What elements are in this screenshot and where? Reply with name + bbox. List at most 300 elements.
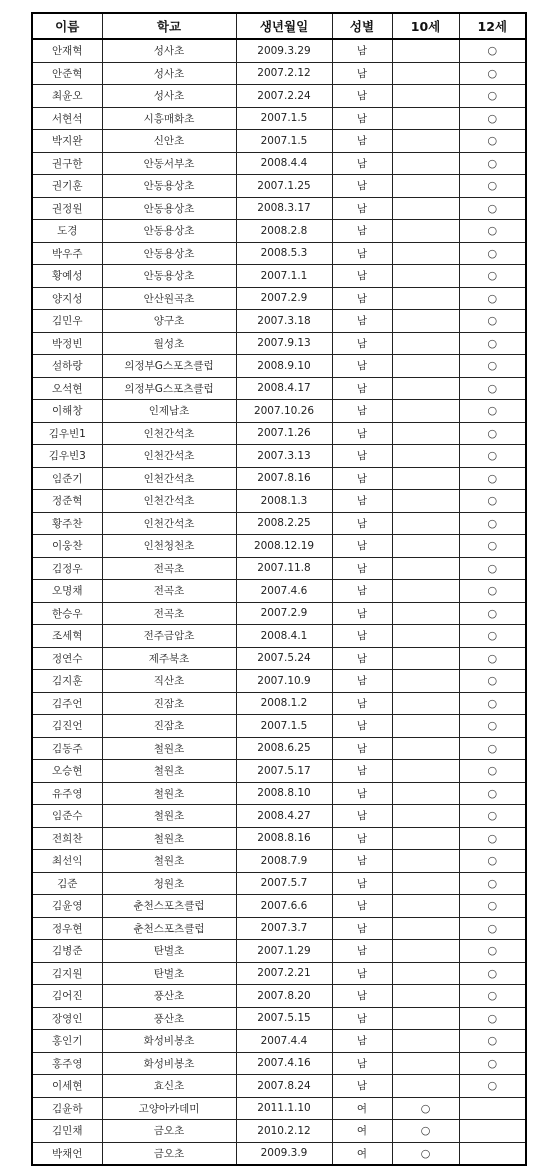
cell-gender: 남 bbox=[332, 1075, 392, 1098]
cell-age-12: ○ bbox=[459, 647, 526, 670]
cell-school: 인천간석초 bbox=[102, 445, 236, 468]
cell-age-10 bbox=[392, 355, 459, 378]
cell-age-12 bbox=[459, 1120, 526, 1143]
cell-age-10 bbox=[392, 512, 459, 535]
cell-gender: 남 bbox=[332, 940, 392, 963]
table-row bbox=[32, 580, 526, 603]
cell-school: 안동용상초 bbox=[102, 175, 236, 198]
cell-name: 안재혁 bbox=[32, 39, 102, 62]
cell-name: 김준 bbox=[32, 872, 102, 895]
cell-age-12: ○ bbox=[459, 175, 526, 198]
cell-school: 인천간석초 bbox=[102, 422, 236, 445]
cell-age-10 bbox=[392, 917, 459, 940]
cell-birthdate: 2007.4.16 bbox=[236, 1052, 332, 1075]
cell-age-10 bbox=[392, 647, 459, 670]
table-row bbox=[32, 962, 526, 985]
cell-birthdate: 2008.2.8 bbox=[236, 220, 332, 243]
cell-school: 안동용상초 bbox=[102, 265, 236, 288]
cell-age-10 bbox=[392, 265, 459, 288]
cell-birthdate: 2008.6.25 bbox=[236, 737, 332, 760]
cell-gender: 남 bbox=[332, 917, 392, 940]
cell-birthdate: 2007.1.26 bbox=[236, 422, 332, 445]
table-row bbox=[32, 535, 526, 558]
cell-name: 정연수 bbox=[32, 647, 102, 670]
table-row bbox=[32, 737, 526, 760]
cell-gender: 남 bbox=[332, 242, 392, 265]
cell-name: 설하랑 bbox=[32, 355, 102, 378]
cell-age-10 bbox=[392, 827, 459, 850]
cell-school: 화성비봉초 bbox=[102, 1030, 236, 1053]
cell-age-12: ○ bbox=[459, 715, 526, 738]
table-row bbox=[32, 917, 526, 940]
table-row bbox=[32, 1142, 526, 1165]
cell-age-12: ○ bbox=[459, 377, 526, 400]
cell-school: 금오초 bbox=[102, 1142, 236, 1165]
cell-age-10 bbox=[392, 580, 459, 603]
cell-age-10 bbox=[392, 220, 459, 243]
cell-school: 월성초 bbox=[102, 332, 236, 355]
cell-name: 김병준 bbox=[32, 940, 102, 963]
cell-gender: 남 bbox=[332, 39, 392, 62]
cell-age-10 bbox=[392, 940, 459, 963]
cell-age-10 bbox=[392, 242, 459, 265]
table-row bbox=[32, 670, 526, 693]
cell-gender: 남 bbox=[332, 197, 392, 220]
cell-age-12: ○ bbox=[459, 85, 526, 108]
cell-birthdate: 2008.5.3 bbox=[236, 242, 332, 265]
cell-age-12: ○ bbox=[459, 332, 526, 355]
cell-birthdate: 2008.8.10 bbox=[236, 782, 332, 805]
cell-school: 진잠초 bbox=[102, 692, 236, 715]
cell-birthdate: 2007.5.7 bbox=[236, 872, 332, 895]
cell-birthdate: 2007.1.29 bbox=[236, 940, 332, 963]
cell-age-12: ○ bbox=[459, 130, 526, 153]
cell-name: 양지성 bbox=[32, 287, 102, 310]
table-row bbox=[32, 467, 526, 490]
cell-gender: 남 bbox=[332, 850, 392, 873]
cell-name: 박우주 bbox=[32, 242, 102, 265]
cell-gender: 남 bbox=[332, 467, 392, 490]
table-row bbox=[32, 1052, 526, 1075]
table-row bbox=[32, 827, 526, 850]
cell-age-10: ○ bbox=[392, 1120, 459, 1143]
cell-age-12: ○ bbox=[459, 287, 526, 310]
table-row bbox=[32, 220, 526, 243]
cell-school: 안동용상초 bbox=[102, 197, 236, 220]
cell-birthdate: 2007.1.5 bbox=[236, 715, 332, 738]
cell-age-10 bbox=[392, 1030, 459, 1053]
cell-name: 전희찬 bbox=[32, 827, 102, 850]
table-row bbox=[32, 625, 526, 648]
cell-age-10 bbox=[392, 872, 459, 895]
cell-gender: 남 bbox=[332, 377, 392, 400]
cell-age-10 bbox=[392, 760, 459, 783]
cell-name: 한승우 bbox=[32, 602, 102, 625]
cell-gender: 남 bbox=[332, 692, 392, 715]
cell-name: 김지훈 bbox=[32, 670, 102, 693]
cell-age-12: ○ bbox=[459, 692, 526, 715]
header-gender: 성별 bbox=[332, 13, 392, 39]
cell-name: 이해창 bbox=[32, 400, 102, 423]
cell-school: 안동서부초 bbox=[102, 152, 236, 175]
cell-school: 탄벌초 bbox=[102, 962, 236, 985]
cell-birthdate: 2008.9.10 bbox=[236, 355, 332, 378]
cell-age-12: ○ bbox=[459, 152, 526, 175]
cell-name: 김어진 bbox=[32, 985, 102, 1008]
cell-gender: 여 bbox=[332, 1097, 392, 1120]
cell-name: 김지원 bbox=[32, 962, 102, 985]
cell-school: 풍산초 bbox=[102, 1007, 236, 1030]
cell-age-12: ○ bbox=[459, 827, 526, 850]
cell-school: 인천간석초 bbox=[102, 512, 236, 535]
cell-age-10 bbox=[392, 715, 459, 738]
cell-gender: 남 bbox=[332, 827, 392, 850]
table-row bbox=[32, 85, 526, 108]
cell-birthdate: 2009.3.9 bbox=[236, 1142, 332, 1165]
cell-birthdate: 2007.11.8 bbox=[236, 557, 332, 580]
cell-age-10 bbox=[392, 332, 459, 355]
cell-age-10 bbox=[392, 85, 459, 108]
cell-school: 안동용상초 bbox=[102, 242, 236, 265]
cell-name: 김우빈3 bbox=[32, 445, 102, 468]
cell-name: 박채언 bbox=[32, 1142, 102, 1165]
table-row bbox=[32, 197, 526, 220]
cell-age-12: ○ bbox=[459, 602, 526, 625]
cell-gender: 남 bbox=[332, 760, 392, 783]
cell-age-10 bbox=[392, 805, 459, 828]
cell-age-10 bbox=[392, 535, 459, 558]
table-row bbox=[32, 1120, 526, 1143]
cell-age-12: ○ bbox=[459, 535, 526, 558]
cell-name: 홍주영 bbox=[32, 1052, 102, 1075]
cell-birthdate: 2007.2.12 bbox=[236, 62, 332, 85]
cell-school: 진잠초 bbox=[102, 715, 236, 738]
roster-table-container bbox=[31, 12, 527, 1166]
cell-age-10: ○ bbox=[392, 1097, 459, 1120]
cell-age-10 bbox=[392, 197, 459, 220]
cell-age-10 bbox=[392, 850, 459, 873]
cell-gender: 남 bbox=[332, 535, 392, 558]
cell-name: 안준혁 bbox=[32, 62, 102, 85]
table-row bbox=[32, 1097, 526, 1120]
cell-age-10 bbox=[392, 467, 459, 490]
cell-name: 이세현 bbox=[32, 1075, 102, 1098]
table-row bbox=[32, 782, 526, 805]
cell-age-12: ○ bbox=[459, 1030, 526, 1053]
cell-gender: 남 bbox=[332, 332, 392, 355]
cell-name: 장영인 bbox=[32, 1007, 102, 1030]
table-row bbox=[32, 39, 526, 62]
table-row bbox=[32, 647, 526, 670]
cell-school: 탄벌초 bbox=[102, 940, 236, 963]
cell-school: 철원초 bbox=[102, 782, 236, 805]
table-row bbox=[32, 422, 526, 445]
cell-age-12: ○ bbox=[459, 422, 526, 445]
cell-name: 권정원 bbox=[32, 197, 102, 220]
cell-school: 풍산초 bbox=[102, 985, 236, 1008]
cell-birthdate: 2008.7.9 bbox=[236, 850, 332, 873]
cell-name: 김동주 bbox=[32, 737, 102, 760]
cell-age-10 bbox=[392, 602, 459, 625]
cell-age-12: ○ bbox=[459, 895, 526, 918]
cell-name: 김민채 bbox=[32, 1120, 102, 1143]
table-row bbox=[32, 1007, 526, 1030]
cell-age-12: ○ bbox=[459, 355, 526, 378]
cell-age-10 bbox=[392, 152, 459, 175]
cell-age-10 bbox=[392, 175, 459, 198]
cell-school: 전곡초 bbox=[102, 557, 236, 580]
cell-birthdate: 2007.2.9 bbox=[236, 287, 332, 310]
cell-age-12: ○ bbox=[459, 962, 526, 985]
cell-age-10 bbox=[392, 895, 459, 918]
cell-school: 시흥매화초 bbox=[102, 107, 236, 130]
header-name: 이름 bbox=[32, 13, 102, 39]
cell-age-10 bbox=[392, 39, 459, 62]
cell-birthdate: 2007.9.13 bbox=[236, 332, 332, 355]
table-row bbox=[32, 445, 526, 468]
cell-gender: 여 bbox=[332, 1120, 392, 1143]
cell-name: 황예성 bbox=[32, 265, 102, 288]
cell-gender: 남 bbox=[332, 130, 392, 153]
cell-gender: 남 bbox=[332, 737, 392, 760]
cell-gender: 남 bbox=[332, 422, 392, 445]
cell-school: 직산초 bbox=[102, 670, 236, 693]
cell-birthdate: 2007.3.7 bbox=[236, 917, 332, 940]
table-body bbox=[32, 39, 526, 1165]
cell-name: 도경 bbox=[32, 220, 102, 243]
cell-age-12: ○ bbox=[459, 737, 526, 760]
cell-school: 안동용상초 bbox=[102, 220, 236, 243]
cell-school: 성사초 bbox=[102, 85, 236, 108]
cell-age-10 bbox=[392, 557, 459, 580]
cell-name: 권기훈 bbox=[32, 175, 102, 198]
cell-birthdate: 2008.4.1 bbox=[236, 625, 332, 648]
cell-birthdate: 2007.6.6 bbox=[236, 895, 332, 918]
cell-school: 철원초 bbox=[102, 737, 236, 760]
cell-gender: 남 bbox=[332, 220, 392, 243]
cell-gender: 남 bbox=[332, 715, 392, 738]
cell-birthdate: 2007.8.24 bbox=[236, 1075, 332, 1098]
cell-age-12: ○ bbox=[459, 39, 526, 62]
cell-school: 안산원곡초 bbox=[102, 287, 236, 310]
cell-name: 권구한 bbox=[32, 152, 102, 175]
cell-name: 오승현 bbox=[32, 760, 102, 783]
cell-gender: 남 bbox=[332, 670, 392, 693]
cell-school: 제주북초 bbox=[102, 647, 236, 670]
cell-school: 효신초 bbox=[102, 1075, 236, 1098]
table-header-row bbox=[32, 13, 526, 39]
cell-age-12: ○ bbox=[459, 940, 526, 963]
table-row bbox=[32, 355, 526, 378]
cell-age-12: ○ bbox=[459, 557, 526, 580]
cell-school: 인천청천초 bbox=[102, 535, 236, 558]
cell-school: 전곡초 bbox=[102, 580, 236, 603]
roster-table bbox=[31, 12, 527, 1166]
cell-gender: 남 bbox=[332, 400, 392, 423]
table-row bbox=[32, 62, 526, 85]
cell-birthdate: 2007.5.24 bbox=[236, 647, 332, 670]
cell-age-12: ○ bbox=[459, 760, 526, 783]
cell-school: 고양아카데미 bbox=[102, 1097, 236, 1120]
table-row bbox=[32, 1030, 526, 1053]
table-row bbox=[32, 310, 526, 333]
cell-name: 김주언 bbox=[32, 692, 102, 715]
cell-school: 철원초 bbox=[102, 760, 236, 783]
cell-gender: 남 bbox=[332, 962, 392, 985]
cell-name: 김윤하 bbox=[32, 1097, 102, 1120]
table-row bbox=[32, 152, 526, 175]
cell-age-12: ○ bbox=[459, 265, 526, 288]
cell-school: 춘천스포츠클럽 bbox=[102, 917, 236, 940]
cell-gender: 남 bbox=[332, 557, 392, 580]
cell-age-12: ○ bbox=[459, 625, 526, 648]
cell-birthdate: 2007.1.5 bbox=[236, 107, 332, 130]
cell-age-10 bbox=[392, 107, 459, 130]
cell-birthdate: 2008.2.25 bbox=[236, 512, 332, 535]
table-row bbox=[32, 872, 526, 895]
cell-age-12: ○ bbox=[459, 467, 526, 490]
cell-birthdate: 2007.2.21 bbox=[236, 962, 332, 985]
cell-gender: 남 bbox=[332, 310, 392, 333]
table-row bbox=[32, 692, 526, 715]
table-row bbox=[32, 715, 526, 738]
cell-school: 성사초 bbox=[102, 62, 236, 85]
cell-name: 김우빈1 bbox=[32, 422, 102, 445]
cell-age-10 bbox=[392, 737, 459, 760]
table-row bbox=[32, 512, 526, 535]
cell-gender: 남 bbox=[332, 580, 392, 603]
cell-name: 임준기 bbox=[32, 467, 102, 490]
table-row bbox=[32, 107, 526, 130]
table-row bbox=[32, 265, 526, 288]
table-row bbox=[32, 287, 526, 310]
cell-age-12: ○ bbox=[459, 220, 526, 243]
cell-age-12: ○ bbox=[459, 1075, 526, 1098]
table-row bbox=[32, 557, 526, 580]
cell-gender: 남 bbox=[332, 490, 392, 513]
cell-age-10 bbox=[392, 490, 459, 513]
cell-school: 전곡초 bbox=[102, 602, 236, 625]
cell-age-12: ○ bbox=[459, 310, 526, 333]
cell-age-10 bbox=[392, 422, 459, 445]
table-row bbox=[32, 602, 526, 625]
cell-birthdate: 2007.10.26 bbox=[236, 400, 332, 423]
cell-birthdate: 2008.12.19 bbox=[236, 535, 332, 558]
cell-name: 임준수 bbox=[32, 805, 102, 828]
cell-school: 청원초 bbox=[102, 872, 236, 895]
cell-age-12: ○ bbox=[459, 512, 526, 535]
cell-age-10 bbox=[392, 445, 459, 468]
cell-age-10 bbox=[392, 1007, 459, 1030]
cell-age-10 bbox=[392, 670, 459, 693]
cell-age-12: ○ bbox=[459, 1052, 526, 1075]
cell-gender: 남 bbox=[332, 625, 392, 648]
cell-name: 오명채 bbox=[32, 580, 102, 603]
cell-gender: 남 bbox=[332, 445, 392, 468]
cell-name: 정준혁 bbox=[32, 490, 102, 513]
table-row bbox=[32, 805, 526, 828]
cell-school: 전주금암초 bbox=[102, 625, 236, 648]
cell-age-12: ○ bbox=[459, 917, 526, 940]
cell-age-12 bbox=[459, 1142, 526, 1165]
cell-birthdate: 2008.4.27 bbox=[236, 805, 332, 828]
cell-name: 박지완 bbox=[32, 130, 102, 153]
cell-gender: 남 bbox=[332, 175, 392, 198]
cell-birthdate: 2007.1.1 bbox=[236, 265, 332, 288]
cell-gender: 남 bbox=[332, 805, 392, 828]
cell-school: 금오초 bbox=[102, 1120, 236, 1143]
cell-school: 인천간석초 bbox=[102, 490, 236, 513]
cell-age-12: ○ bbox=[459, 872, 526, 895]
cell-name: 김민우 bbox=[32, 310, 102, 333]
cell-age-12: ○ bbox=[459, 782, 526, 805]
cell-birthdate: 2007.5.17 bbox=[236, 760, 332, 783]
cell-age-10 bbox=[392, 1075, 459, 1098]
cell-birthdate: 2007.8.16 bbox=[236, 467, 332, 490]
cell-age-10 bbox=[392, 62, 459, 85]
cell-school: 철원초 bbox=[102, 850, 236, 873]
cell-name: 조세혁 bbox=[32, 625, 102, 648]
cell-birthdate: 2007.4.6 bbox=[236, 580, 332, 603]
cell-school: 춘천스포츠클럽 bbox=[102, 895, 236, 918]
cell-gender: 여 bbox=[332, 1142, 392, 1165]
cell-age-12: ○ bbox=[459, 242, 526, 265]
cell-gender: 남 bbox=[332, 85, 392, 108]
cell-school: 의정부G스포츠클럽 bbox=[102, 355, 236, 378]
header-age-12: 12세 bbox=[459, 13, 526, 39]
cell-name: 김정우 bbox=[32, 557, 102, 580]
cell-school: 철원초 bbox=[102, 805, 236, 828]
cell-age-12: ○ bbox=[459, 850, 526, 873]
cell-birthdate: 2007.4.4 bbox=[236, 1030, 332, 1053]
cell-name: 김윤영 bbox=[32, 895, 102, 918]
cell-gender: 남 bbox=[332, 647, 392, 670]
table-row bbox=[32, 1075, 526, 1098]
cell-birthdate: 2007.10.9 bbox=[236, 670, 332, 693]
table-row bbox=[32, 895, 526, 918]
cell-birthdate: 2008.8.16 bbox=[236, 827, 332, 850]
cell-birthdate: 2007.2.9 bbox=[236, 602, 332, 625]
cell-birthdate: 2007.1.25 bbox=[236, 175, 332, 198]
cell-gender: 남 bbox=[332, 985, 392, 1008]
cell-name: 정우현 bbox=[32, 917, 102, 940]
cell-school: 인제남초 bbox=[102, 400, 236, 423]
cell-school: 인천간석초 bbox=[102, 467, 236, 490]
cell-gender: 남 bbox=[332, 872, 392, 895]
cell-name: 최윤오 bbox=[32, 85, 102, 108]
cell-gender: 남 bbox=[332, 265, 392, 288]
table-row bbox=[32, 760, 526, 783]
cell-name: 홍인기 bbox=[32, 1030, 102, 1053]
cell-birthdate: 2010.2.12 bbox=[236, 1120, 332, 1143]
cell-birthdate: 2008.4.4 bbox=[236, 152, 332, 175]
table-row bbox=[32, 400, 526, 423]
table-row bbox=[32, 985, 526, 1008]
cell-age-12: ○ bbox=[459, 445, 526, 468]
cell-name: 황주찬 bbox=[32, 512, 102, 535]
cell-birthdate: 2008.1.2 bbox=[236, 692, 332, 715]
cell-age-12: ○ bbox=[459, 197, 526, 220]
cell-age-12: ○ bbox=[459, 805, 526, 828]
cell-age-12 bbox=[459, 1097, 526, 1120]
cell-gender: 남 bbox=[332, 1030, 392, 1053]
cell-name: 유주영 bbox=[32, 782, 102, 805]
cell-school: 신안초 bbox=[102, 130, 236, 153]
cell-name: 최선익 bbox=[32, 850, 102, 873]
cell-age-10 bbox=[392, 377, 459, 400]
cell-school: 양구초 bbox=[102, 310, 236, 333]
cell-age-12: ○ bbox=[459, 1007, 526, 1030]
